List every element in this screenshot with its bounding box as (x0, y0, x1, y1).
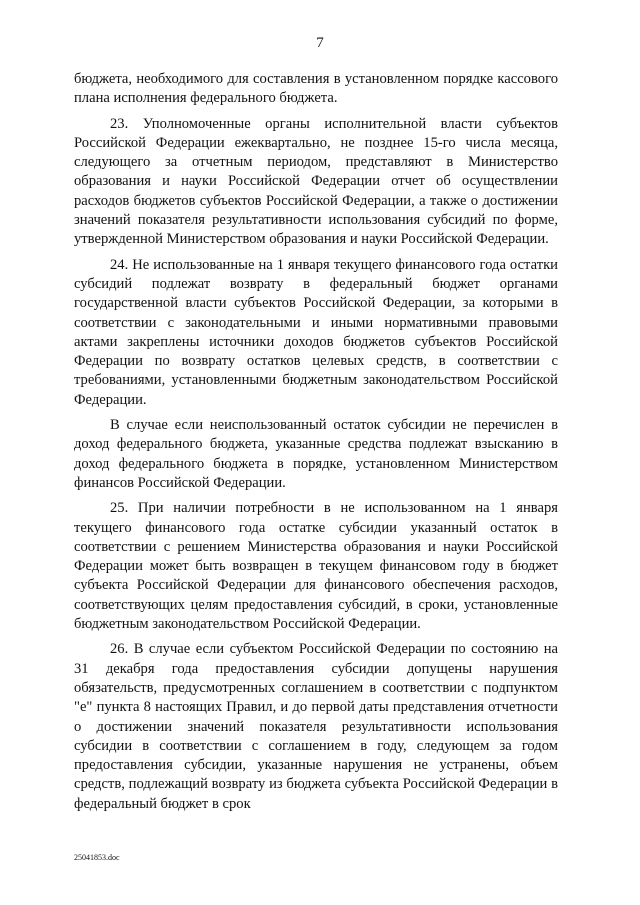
paragraph-item-23: 23. Уполномоченные органы исполнительной власти субъектов Российской Федерации ежеквартально, не позднее 15-го числа месяца, следующего за отчетным периодом, представляют в Министерство образования и науки Российской Федерации отчет об осуществлении расходов бюджетов субъектов Российской Федерации, а также о достижении значений показателя результативности использования субсидий по форме, утвержденной Министерством образования и науки Российской Федерации. (74, 115, 558, 248)
page-number: 7 (316, 35, 324, 51)
paragraph-item-25: 25. При наличии потребности в не использованном на 1 января текущего финансового года остатке субсидии указанный остаток в соответствии с решением Министерства образования и науки Российской Федерации может быть возвращен в текущем финансовом году в бюджет субъекта Российской Федерации для финансового обеспечения расходов, соответствующих целям предоставления субсидий, в сроки, установленные бюджетным законодательством Российской Федерации. (74, 500, 558, 633)
document-body (74, 70, 558, 820)
paragraph-item-26: 26. В случае если субъектом Российской Федерации по состоянию на 31 декабря года предоставления субсидии допущены нарушения обязательств, предусмотренных соглашением в соответствии с подпунктом "е" пункта 8 настоящих Правил, и до первой даты представления отчетности о достижении значений показателя результативности использования субсидии в соответствии с соглашением в году, следующем за годом предоставления субсидии, указанные нарушения не устранены, объем средств, подлежащий возврату из бюджета субъекта Российской Федерации в федеральный бюджет в срок (74, 641, 558, 812)
paragraph-item-24: 24. Не использованные на 1 января текущего финансового года остатки субсидий подлежат возврату в федеральный бюджет органами государственной власти субъектов Российской Федерации, за которыми в соответствии с законодательными и иными нормативными правовыми актами закреплены источники доходов бюджетов субъектов Российской Федерации по возврату остатков целевых средств, в соответствии с требованиями, установленными бюджетным законодательством Российской Федерации. (74, 256, 558, 408)
footer-filename: 25041853.doc (74, 853, 120, 862)
paragraph-item-24-note: В случае если неиспользованный остаток субсидии не перечислен в доход федерального бюджета, указанные средства подлежат взысканию в доход федерального бюджета в порядке, установленном Министерством финансов Российской Федерации. (74, 417, 558, 491)
paragraph-continuation: бюджета, необходимого для составления в установленном порядке кассового плана исполнения федерального бюджета. (74, 71, 558, 107)
